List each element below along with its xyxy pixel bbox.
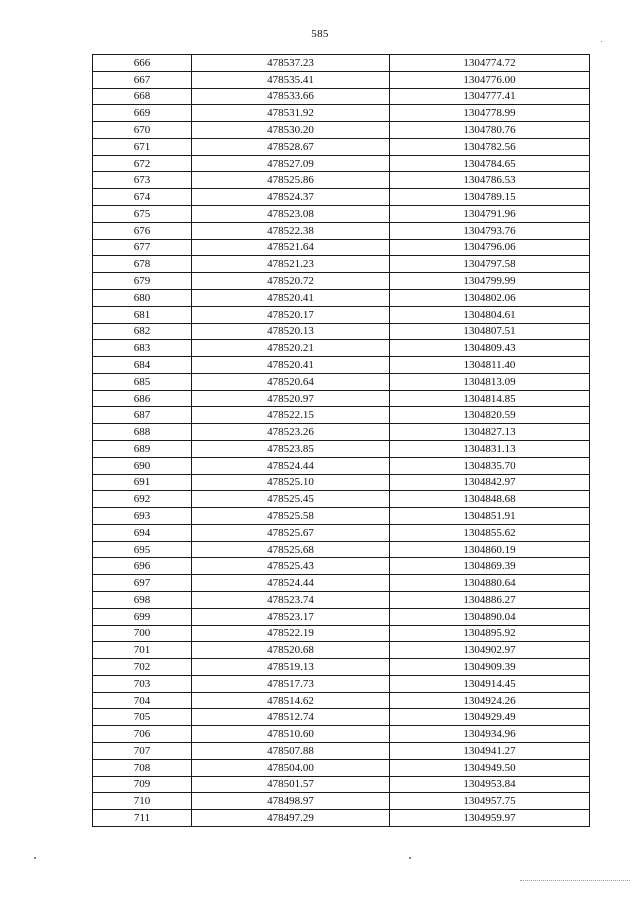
y-coordinate-cell: 1304880.64 bbox=[390, 575, 590, 592]
point-number-cell: 678 bbox=[93, 256, 192, 273]
x-coordinate-cell: 478520.21 bbox=[192, 340, 390, 357]
x-coordinate-cell: 478528.67 bbox=[192, 138, 390, 155]
point-number-cell: 706 bbox=[93, 726, 192, 743]
table-row bbox=[93, 524, 590, 541]
point-number-cell: 704 bbox=[93, 692, 192, 709]
y-coordinate-cell: 1304924.26 bbox=[390, 692, 590, 709]
x-coordinate-cell: 478522.38 bbox=[192, 222, 390, 239]
x-coordinate-cell: 478525.10 bbox=[192, 474, 390, 491]
y-coordinate-cell: 1304855.62 bbox=[390, 524, 590, 541]
table-row bbox=[93, 373, 590, 390]
point-number-cell: 708 bbox=[93, 759, 192, 776]
table-row bbox=[93, 172, 590, 189]
y-coordinate-cell: 1304909.39 bbox=[390, 659, 590, 676]
table-row bbox=[93, 541, 590, 558]
x-coordinate-cell: 478510.60 bbox=[192, 726, 390, 743]
point-number-cell: 679 bbox=[93, 273, 192, 290]
x-coordinate-cell: 478523.08 bbox=[192, 206, 390, 223]
y-coordinate-cell: 1304941.27 bbox=[390, 743, 590, 760]
y-coordinate-cell: 1304869.39 bbox=[390, 558, 590, 575]
y-coordinate-cell: 1304848.68 bbox=[390, 491, 590, 508]
point-number-cell: 710 bbox=[93, 793, 192, 810]
table-row bbox=[93, 222, 590, 239]
table-row bbox=[93, 474, 590, 491]
point-number-cell: 689 bbox=[93, 440, 192, 457]
table-row bbox=[93, 793, 590, 810]
x-coordinate-cell: 478525.86 bbox=[192, 172, 390, 189]
x-coordinate-cell: 478530.20 bbox=[192, 122, 390, 139]
x-coordinate-cell: 478527.09 bbox=[192, 155, 390, 172]
x-coordinate-cell: 478501.57 bbox=[192, 776, 390, 793]
point-number-cell: 705 bbox=[93, 709, 192, 726]
y-coordinate-cell: 1304802.06 bbox=[390, 289, 590, 306]
table-row bbox=[93, 71, 590, 88]
x-coordinate-cell: 478520.17 bbox=[192, 306, 390, 323]
x-coordinate-cell: 478523.17 bbox=[192, 608, 390, 625]
y-coordinate-cell: 1304789.15 bbox=[390, 189, 590, 206]
table-row bbox=[93, 122, 590, 139]
point-number-cell: 703 bbox=[93, 675, 192, 692]
x-coordinate-cell: 478520.41 bbox=[192, 357, 390, 374]
x-coordinate-cell: 478520.97 bbox=[192, 390, 390, 407]
table-row bbox=[93, 675, 590, 692]
x-coordinate-cell: 478514.62 bbox=[192, 692, 390, 709]
x-coordinate-cell: 478525.43 bbox=[192, 558, 390, 575]
x-coordinate-cell: 478537.23 bbox=[192, 55, 390, 72]
table-row bbox=[93, 340, 590, 357]
table-row bbox=[93, 592, 590, 609]
page-number: 585 bbox=[311, 28, 329, 40]
y-coordinate-cell: 1304835.70 bbox=[390, 457, 590, 474]
x-coordinate-cell: 478524.37 bbox=[192, 189, 390, 206]
y-coordinate-cell: 1304807.51 bbox=[390, 323, 590, 340]
table-row bbox=[93, 743, 590, 760]
table-row bbox=[93, 273, 590, 290]
y-coordinate-cell: 1304776.00 bbox=[390, 71, 590, 88]
point-number-cell: 687 bbox=[93, 407, 192, 424]
y-coordinate-cell: 1304831.13 bbox=[390, 440, 590, 457]
x-coordinate-cell: 478504.00 bbox=[192, 759, 390, 776]
y-coordinate-cell: 1304809.43 bbox=[390, 340, 590, 357]
x-coordinate-cell: 478507.88 bbox=[192, 743, 390, 760]
point-number-cell: 685 bbox=[93, 373, 192, 390]
y-coordinate-cell: 1304953.84 bbox=[390, 776, 590, 793]
y-coordinate-cell: 1304797.58 bbox=[390, 256, 590, 273]
point-number-cell: 695 bbox=[93, 541, 192, 558]
y-coordinate-cell: 1304860.19 bbox=[390, 541, 590, 558]
y-coordinate-cell: 1304782.56 bbox=[390, 138, 590, 155]
x-coordinate-cell: 478512.74 bbox=[192, 709, 390, 726]
y-coordinate-cell: 1304780.76 bbox=[390, 122, 590, 139]
point-number-cell: 677 bbox=[93, 239, 192, 256]
point-number-cell: 668 bbox=[93, 88, 192, 105]
y-coordinate-cell: 1304784.65 bbox=[390, 155, 590, 172]
y-coordinate-cell: 1304791.96 bbox=[390, 206, 590, 223]
y-coordinate-cell: 1304959.97 bbox=[390, 810, 590, 827]
x-coordinate-cell: 478521.23 bbox=[192, 256, 390, 273]
x-coordinate-cell: 478535.41 bbox=[192, 71, 390, 88]
table-row bbox=[93, 357, 590, 374]
x-coordinate-cell: 478533.66 bbox=[192, 88, 390, 105]
table-row bbox=[93, 440, 590, 457]
y-coordinate-cell: 1304774.72 bbox=[390, 55, 590, 72]
table-row bbox=[93, 155, 590, 172]
point-number-cell: 694 bbox=[93, 524, 192, 541]
point-number-cell: 700 bbox=[93, 625, 192, 642]
table-row bbox=[93, 55, 590, 72]
point-number-cell: 672 bbox=[93, 155, 192, 172]
table-row bbox=[93, 289, 590, 306]
y-coordinate-cell: 1304778.99 bbox=[390, 105, 590, 122]
x-coordinate-cell: 478520.13 bbox=[192, 323, 390, 340]
y-coordinate-cell: 1304895.92 bbox=[390, 625, 590, 642]
point-number-cell: 674 bbox=[93, 189, 192, 206]
point-number-cell: 671 bbox=[93, 138, 192, 155]
point-number-cell: 698 bbox=[93, 592, 192, 609]
x-coordinate-cell: 478521.64 bbox=[192, 239, 390, 256]
table-row bbox=[93, 709, 590, 726]
table-row bbox=[93, 558, 590, 575]
y-coordinate-cell: 1304827.13 bbox=[390, 424, 590, 441]
x-coordinate-cell: 478520.72 bbox=[192, 273, 390, 290]
y-coordinate-cell: 1304842.97 bbox=[390, 474, 590, 491]
x-coordinate-cell: 478498.97 bbox=[192, 793, 390, 810]
table-row bbox=[93, 88, 590, 105]
table-row bbox=[93, 776, 590, 793]
point-number-cell: 686 bbox=[93, 390, 192, 407]
point-number-cell: 709 bbox=[93, 776, 192, 793]
y-coordinate-cell: 1304811.40 bbox=[390, 357, 590, 374]
table-row bbox=[93, 608, 590, 625]
x-coordinate-cell: 478524.44 bbox=[192, 457, 390, 474]
y-coordinate-cell: 1304851.91 bbox=[390, 508, 590, 525]
y-coordinate-cell: 1304949.50 bbox=[390, 759, 590, 776]
y-coordinate-cell: 1304886.27 bbox=[390, 592, 590, 609]
table-row bbox=[93, 323, 590, 340]
x-coordinate-cell: 478519.13 bbox=[192, 659, 390, 676]
x-coordinate-cell: 478520.64 bbox=[192, 373, 390, 390]
table-row bbox=[93, 306, 590, 323]
table-row bbox=[93, 390, 590, 407]
point-number-cell: 688 bbox=[93, 424, 192, 441]
point-number-cell: 682 bbox=[93, 323, 192, 340]
x-coordinate-cell: 478531.92 bbox=[192, 105, 390, 122]
x-coordinate-cell: 478523.26 bbox=[192, 424, 390, 441]
point-number-cell: 667 bbox=[93, 71, 192, 88]
x-coordinate-cell: 478525.45 bbox=[192, 491, 390, 508]
y-coordinate-cell: 1304934.96 bbox=[390, 726, 590, 743]
scan-speck bbox=[34, 857, 36, 859]
table-row bbox=[93, 239, 590, 256]
table-row bbox=[93, 508, 590, 525]
coordinates-table-body bbox=[93, 55, 590, 827]
point-number-cell: 673 bbox=[93, 172, 192, 189]
point-number-cell: 676 bbox=[93, 222, 192, 239]
table-row bbox=[93, 692, 590, 709]
table-row bbox=[93, 407, 590, 424]
y-coordinate-cell: 1304814.85 bbox=[390, 390, 590, 407]
y-coordinate-cell: 1304820.59 bbox=[390, 407, 590, 424]
point-number-cell: 696 bbox=[93, 558, 192, 575]
y-coordinate-cell: 1304793.76 bbox=[390, 222, 590, 239]
table-row bbox=[93, 575, 590, 592]
y-coordinate-cell: 1304929.49 bbox=[390, 709, 590, 726]
table-row bbox=[93, 457, 590, 474]
x-coordinate-cell: 478525.68 bbox=[192, 541, 390, 558]
table-row bbox=[93, 810, 590, 827]
y-coordinate-cell: 1304799.99 bbox=[390, 273, 590, 290]
table-row bbox=[93, 491, 590, 508]
point-number-cell: 711 bbox=[93, 810, 192, 827]
point-number-cell: 681 bbox=[93, 306, 192, 323]
x-coordinate-cell: 478520.68 bbox=[192, 642, 390, 659]
point-number-cell: 702 bbox=[93, 659, 192, 676]
table-row bbox=[93, 424, 590, 441]
point-number-cell: 666 bbox=[93, 55, 192, 72]
point-number-cell: 699 bbox=[93, 608, 192, 625]
table-row bbox=[93, 189, 590, 206]
x-coordinate-cell: 478525.58 bbox=[192, 508, 390, 525]
table-row bbox=[93, 206, 590, 223]
point-number-cell: 692 bbox=[93, 491, 192, 508]
scan-speck bbox=[409, 857, 411, 859]
point-number-cell: 701 bbox=[93, 642, 192, 659]
y-coordinate-cell: 1304786.53 bbox=[390, 172, 590, 189]
table-row bbox=[93, 105, 590, 122]
table-row bbox=[93, 659, 590, 676]
x-coordinate-cell: 478497.29 bbox=[192, 810, 390, 827]
point-number-cell: 670 bbox=[93, 122, 192, 139]
x-coordinate-cell: 478523.85 bbox=[192, 440, 390, 457]
coordinates-table bbox=[92, 54, 590, 827]
point-number-cell: 683 bbox=[93, 340, 192, 357]
x-coordinate-cell: 478522.19 bbox=[192, 625, 390, 642]
point-number-cell: 691 bbox=[93, 474, 192, 491]
scan-edge-mark bbox=[520, 880, 630, 882]
table-row bbox=[93, 726, 590, 743]
y-coordinate-cell: 1304890.04 bbox=[390, 608, 590, 625]
point-number-cell: 693 bbox=[93, 508, 192, 525]
y-coordinate-cell: 1304957.75 bbox=[390, 793, 590, 810]
x-coordinate-cell: 478523.74 bbox=[192, 592, 390, 609]
point-number-cell: 684 bbox=[93, 357, 192, 374]
x-coordinate-cell: 478522.15 bbox=[192, 407, 390, 424]
y-coordinate-cell: 1304902.97 bbox=[390, 642, 590, 659]
point-number-cell: 680 bbox=[93, 289, 192, 306]
scan-speck bbox=[601, 41, 602, 42]
x-coordinate-cell: 478524.44 bbox=[192, 575, 390, 592]
point-number-cell: 675 bbox=[93, 206, 192, 223]
table-row bbox=[93, 642, 590, 659]
point-number-cell: 707 bbox=[93, 743, 192, 760]
table-row bbox=[93, 759, 590, 776]
y-coordinate-cell: 1304813.09 bbox=[390, 373, 590, 390]
table-row bbox=[93, 625, 590, 642]
y-coordinate-cell: 1304777.41 bbox=[390, 88, 590, 105]
y-coordinate-cell: 1304914.45 bbox=[390, 675, 590, 692]
x-coordinate-cell: 478517.73 bbox=[192, 675, 390, 692]
y-coordinate-cell: 1304804.61 bbox=[390, 306, 590, 323]
point-number-cell: 690 bbox=[93, 457, 192, 474]
table-row bbox=[93, 256, 590, 273]
x-coordinate-cell: 478525.67 bbox=[192, 524, 390, 541]
table-row bbox=[93, 138, 590, 155]
point-number-cell: 669 bbox=[93, 105, 192, 122]
point-number-cell: 697 bbox=[93, 575, 192, 592]
y-coordinate-cell: 1304796.06 bbox=[390, 239, 590, 256]
x-coordinate-cell: 478520.41 bbox=[192, 289, 390, 306]
